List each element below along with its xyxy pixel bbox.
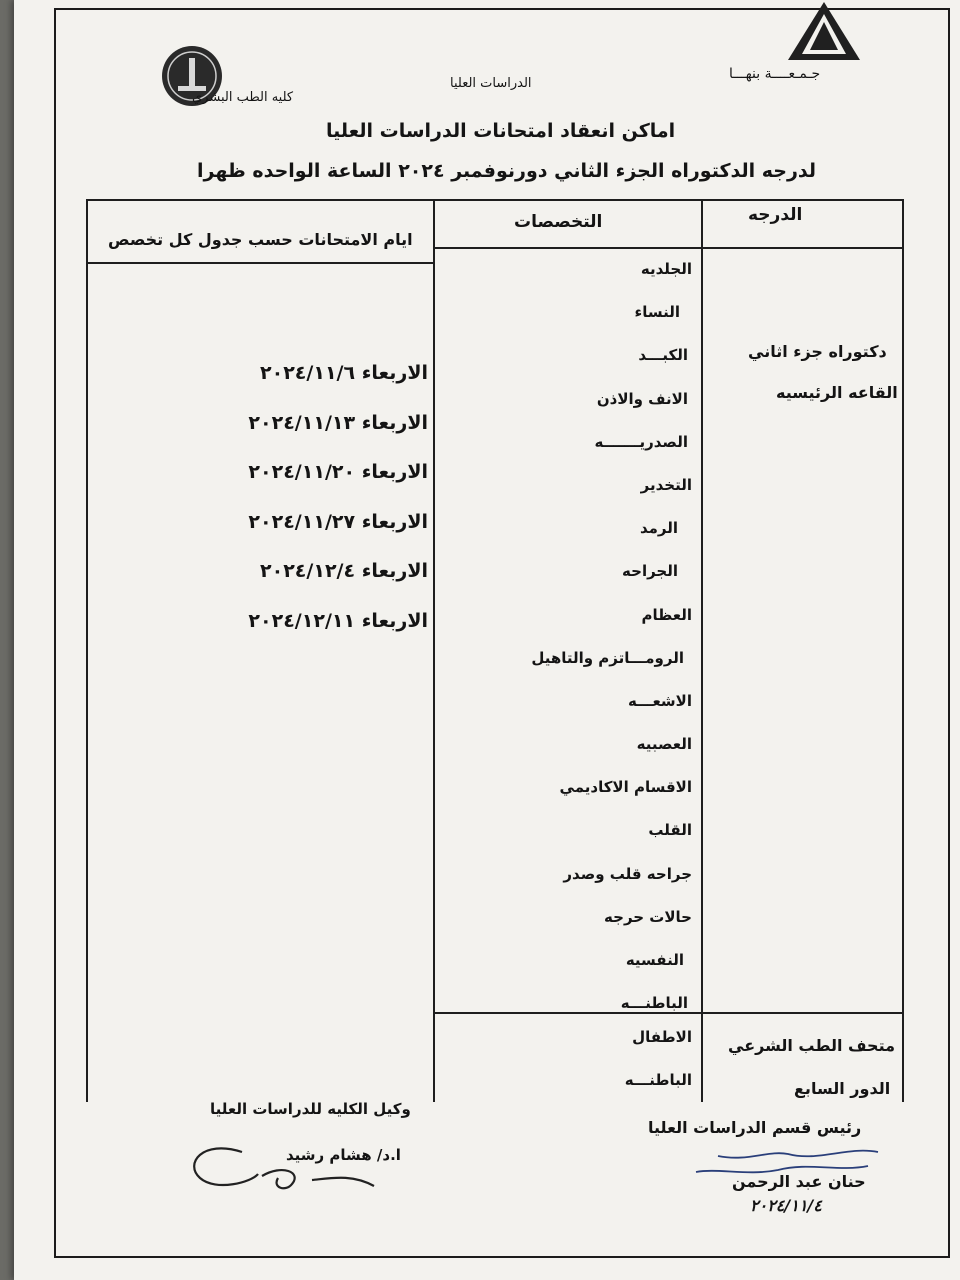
list-item: الاطفال xyxy=(632,1028,692,1046)
signature-right-name: حنان عبد الرحمن xyxy=(732,1172,866,1191)
list-item: التخدير xyxy=(640,475,692,494)
specialties-list-group2 xyxy=(444,1026,692,1112)
exam-date: الاربعاء ٢٠٢٤/١١/٢٠ xyxy=(248,461,428,483)
list-item: جراحه قلب وصدر xyxy=(563,864,692,883)
list-item: الرومـــاتزم والتاهيل xyxy=(531,648,684,667)
list-item: الانف والاذن xyxy=(596,389,688,408)
exam-date: الاربعاء ٢٠٢٤/١١/١٣ xyxy=(248,411,428,434)
title-line-2: لدرجه الدكتوراه الجزء الثاني دورنوفمبر ٢٠٢٤ الساعة الواحده ظهرا xyxy=(197,160,817,182)
exam-date: الاربعاء ٢٠٢٤/١١/٦ xyxy=(260,362,428,384)
department-name: الدراسات العليا xyxy=(450,76,532,91)
list-item: الكبـــد xyxy=(638,346,688,365)
university-name: جـمـعــــة بنهـــا xyxy=(729,66,821,82)
list-item: العصبيه xyxy=(636,735,692,754)
header-exam-days: ايام الامتحانات حسب جدول كل تخصص xyxy=(108,230,413,249)
signature-left-name: ا.د/ هشام رشيد xyxy=(286,1146,401,1164)
header-specialties: التخصصات xyxy=(514,212,603,232)
document-page xyxy=(14,0,960,1280)
specialties-list-group1 xyxy=(444,258,692,1035)
faculty-name: كليه الطب البشري xyxy=(192,90,294,105)
signature-right-date: ٢٠٢٤/١١/٤ xyxy=(750,1196,822,1215)
signature-right-title: رئيس قسم الدراسات العليا xyxy=(648,1118,862,1137)
exam-date: الاربعاء ٢٠٢٤/١٢/١١ xyxy=(248,609,428,632)
list-item: الباطنـــه xyxy=(620,994,688,1013)
degree-group2-line2: الدور السابع xyxy=(794,1079,891,1098)
exam-date: الاربعاء ٢٠٢٤/١١/٢٧ xyxy=(248,510,428,533)
list-item: الباطنـــه xyxy=(624,1071,692,1089)
title-line-1: اماكن انعقاد امتحانات الدراسات العليا xyxy=(326,120,676,142)
list-item: الرمد xyxy=(639,519,678,538)
list-item: العظام xyxy=(641,605,692,624)
university-logo-icon xyxy=(784,0,864,64)
list-item: الاشعـــه xyxy=(627,691,692,710)
degree-group2-line1: متحف الطب الشرعي xyxy=(728,1036,896,1055)
list-item: الجلديه xyxy=(640,260,692,278)
header-degree: الدرجه xyxy=(748,205,803,225)
list-item: النساء xyxy=(634,303,680,322)
signature-left-title: وكيل الكليه للدراسات العليا xyxy=(210,1100,411,1118)
list-item: الاقسام الاكاديمي xyxy=(559,778,692,797)
list-item: حالات حرجه xyxy=(604,907,692,926)
exam-date: الاربعاء ٢٠٢٤/١٢/٤ xyxy=(260,560,428,582)
degree-group1-line2: القاعه الرئيسيه xyxy=(776,383,898,402)
list-item: الصدريـــــــه xyxy=(594,432,688,451)
list-item: القلب xyxy=(648,821,692,840)
degree-group1-line1: دكتوراه جزء اثاني xyxy=(748,342,887,361)
list-item: النفسيه xyxy=(625,951,684,969)
list-item: الجراحه xyxy=(622,562,678,581)
handwritten-signature-left-icon xyxy=(182,1134,392,1204)
exam-dates-list xyxy=(164,360,428,657)
handwritten-signature-right-icon xyxy=(688,1132,888,1212)
